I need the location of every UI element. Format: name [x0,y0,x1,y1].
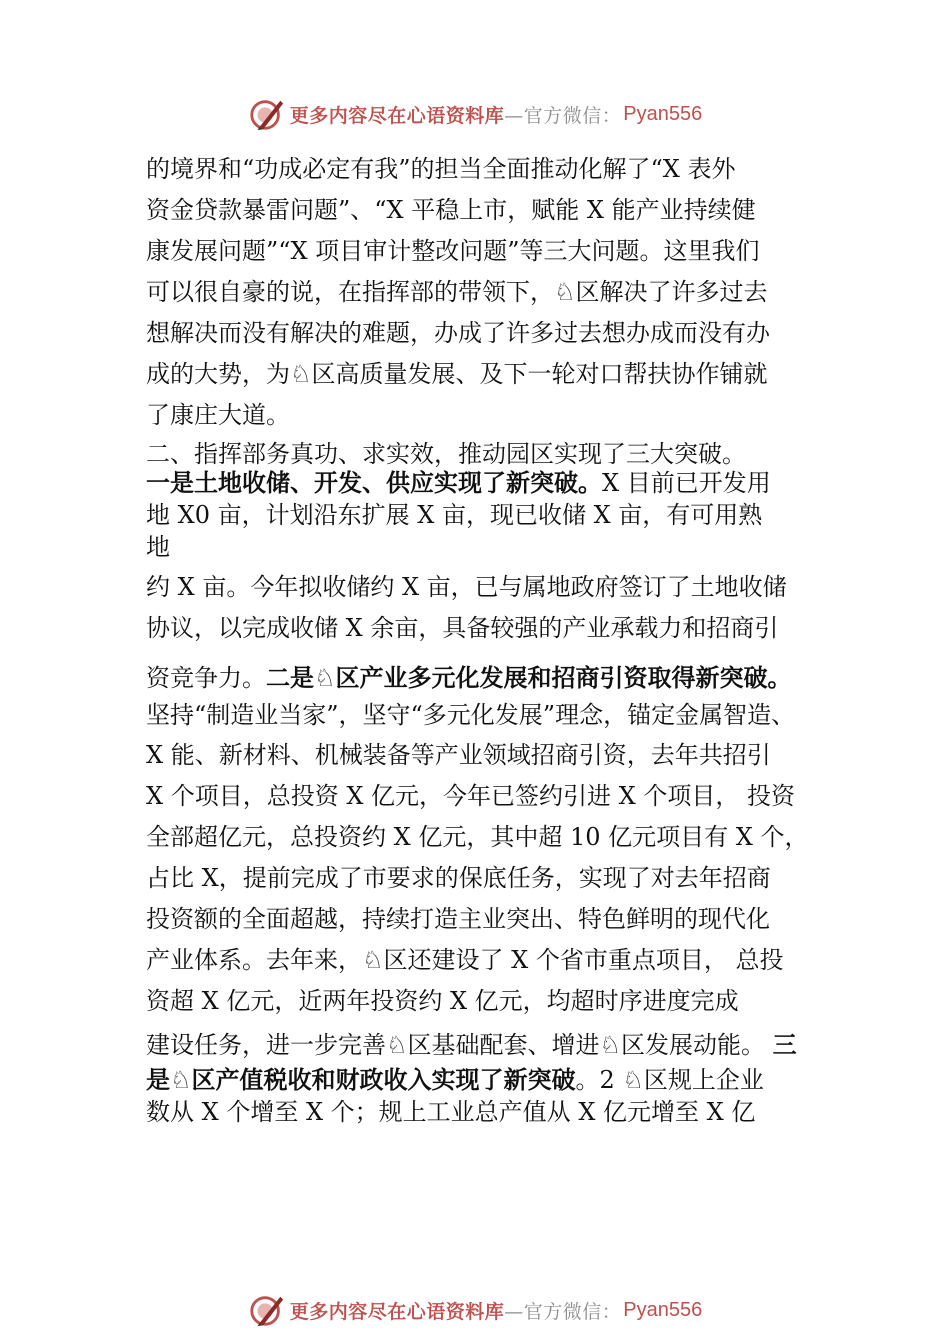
watermark-dash: —官方微信： [504,1300,622,1323]
text-line [146,1097,755,1127]
text-line [146,468,771,498]
text-segment: 占比 X，提前完成了市要求的保底任务，实现了对去年招商 [146,864,771,892]
text-segment: 。2 ♘区规上企业 [575,1066,764,1094]
text-segment: 数从 X 个增至 X 个；规上工业总产值从 X 亿元增至 X 亿 [146,1098,756,1126]
text-line [146,904,770,934]
text-line [146,613,778,643]
header-watermark [0,92,950,136]
text-segment: 地 X0 亩，计划沿东扩展 X 亩，现已收储 X 亩，有可用熟 [146,501,763,529]
text-segment: 坚持“制造业当家”，坚守“多元化发展”理念，锚定金属智造、 [146,701,796,729]
text-line [146,532,170,562]
text-line [146,700,795,730]
text-line [146,986,739,1016]
text-segment: X 个项目，总投资 X 亿元，今年已签约引进 X 个项目， 投资 [146,782,796,810]
text-line [146,195,756,225]
text-segment: 协议，以完成收储 X 余亩，具备较强的产业承载力和招商引 [146,614,779,642]
text-line [146,863,771,893]
text-segment: 康发展问题”“X 项目审计整改问题”等三大问题。这里我们 [146,237,760,265]
text-line [146,318,770,348]
text-segment: 想解决而没有解决的难题，办成了许多过去想办成而没有办 [146,319,770,347]
watermark-site: 更多内容尽在心语资料库 [289,1300,505,1323]
watermark-id: Pyan556 [623,1298,703,1321]
text-segment: 地 [146,533,170,561]
watermark-id: Pyan556 [623,102,703,125]
text-segment: 约 X 亩。今年拟收储约 X 亩，已与属地政府签订了土地收储 [146,573,787,601]
footer-watermark [0,1288,950,1332]
watermark-dash: —官方微信： [504,104,622,127]
text-segment: 了康庄大道。 [146,401,290,429]
pen-logo-icon [248,95,286,133]
text-line [146,400,290,430]
text-segment: 全部超亿元，总投资约 X 亿元，其中超 10 亿元项目有 X 个， [146,823,809,851]
text-segment: X 目前已开发用 [602,469,771,497]
text-line [146,572,787,602]
text-line [146,740,771,770]
text-segment: 可以很自豪的说，在指挥部的带领下，♘区解决了许多过去 [146,278,768,306]
text-line [146,500,762,530]
text-line [146,663,792,693]
text-line [146,1030,797,1060]
bold-text: 三 [772,1031,797,1059]
text-segment: 资金贷款暴雷问题”、“X 平稳上市，赋能 X 能产业持续健 [146,196,756,224]
text-line [146,359,768,389]
text-segment: 投资额的全面超越，持续打造主业突出、特色鲜明的现代化 [146,905,770,933]
pen-logo-icon [248,1291,286,1329]
bold-text: 是♘区产值税收和财政收入实现了新突破 [146,1066,576,1094]
text-line [146,154,736,184]
text-line [146,781,795,811]
text-line [146,1065,764,1095]
text-segment: 建设任务，进一步完善♘区基础配套、增进♘区发展动能。 [146,1031,773,1059]
text-line [146,945,784,975]
bold-text: 一是土地收储、开发、供应实现了新突破。 [146,469,602,497]
text-line [146,822,808,852]
watermark-site: 更多内容尽在心语资料库 [289,104,505,127]
bold-text: 二是♘区产业多元化发展和招商引资取得新突破。 [266,664,792,692]
text-segment: 二、指挥部务真功、求实效，推动园区实现了三大突破。 [146,440,746,468]
text-segment: 的境界和“功成必定有我”的担当全面推动化解了“X 表外 [146,155,736,183]
text-segment: X 能、新材料、机械装备等产业领域招商引资，去年共招引 [146,741,771,769]
text-line [146,236,760,266]
text-segment: 成的大势，为♘区高质量发展、及下一轮对口帮扶协作铺就 [146,360,768,388]
text-segment: 资竞争力。 [146,664,266,692]
text-segment: 资超 X 亿元，近两年投资约 X 亿元，均超时序进度完成 [146,987,739,1015]
text-segment: 产业体系。去年来，♘区还建设了 X 个省市重点项目， 总投 [146,946,784,974]
text-line [146,439,746,469]
text-line [146,277,768,307]
